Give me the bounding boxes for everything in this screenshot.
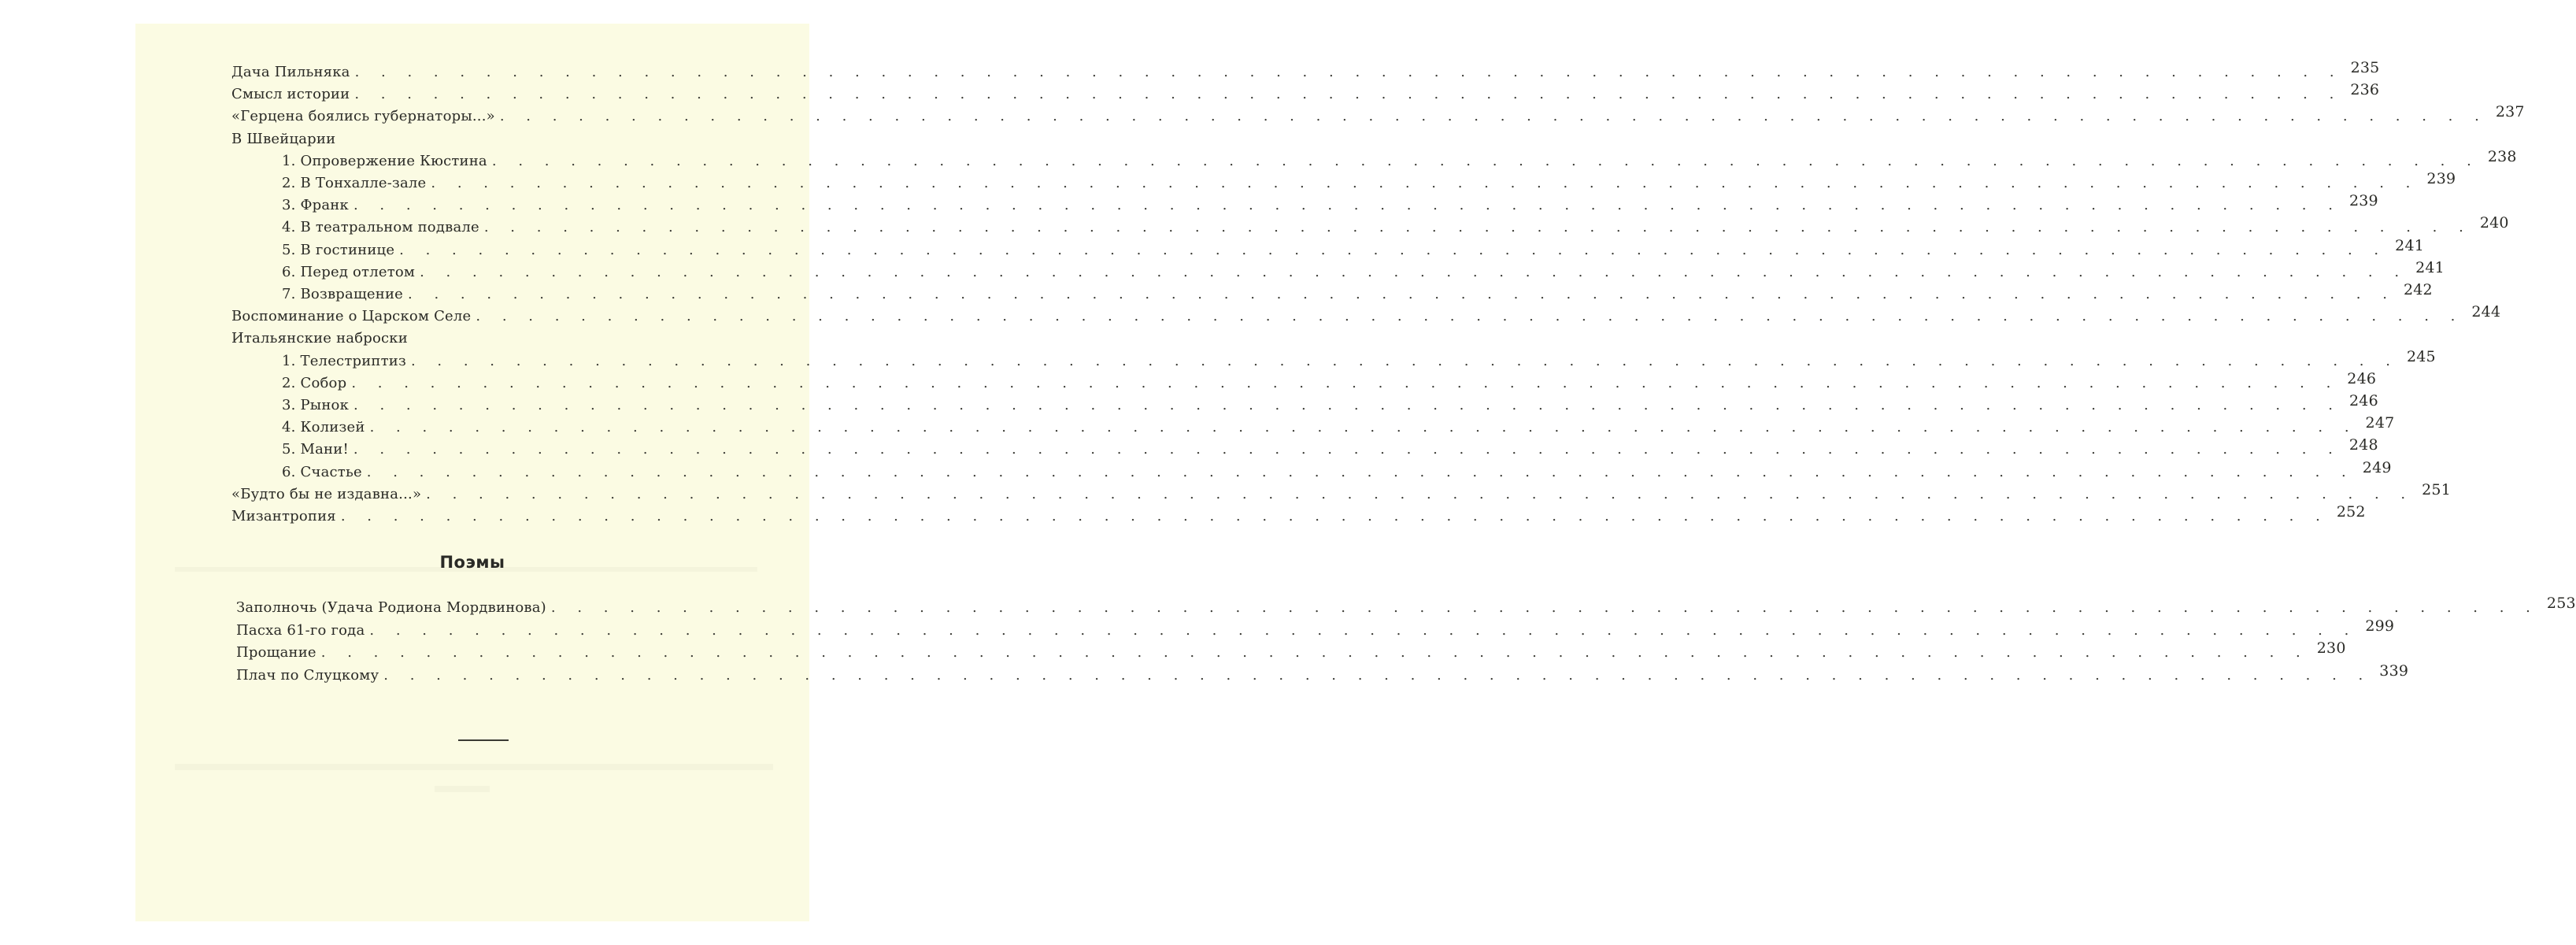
page-number: 240 [2479, 214, 2509, 232]
end-rule [458, 739, 509, 741]
toc-entry [282, 347, 2436, 372]
toc-entry [231, 59, 2380, 83]
toc-entry [231, 328, 718, 350]
dot-leader: . . . . . . . . . . . . . . . . . . . . . . . . . . . . . . . . . . . . . . . . . . . . . . . . . . . . . . . . . . . . . . . . . . . . . . . . . . . . [491, 152, 2480, 169]
toc-entry [282, 147, 2517, 172]
page-number: 339 [2379, 662, 2409, 680]
entry-title: 3. Рынок [282, 397, 350, 413]
entry-title: «Герцена боялись губернаторы...» [231, 108, 495, 125]
page-number: 251 [2422, 480, 2452, 498]
page-number: 299 [2365, 617, 2395, 635]
page-number: 235 [2350, 59, 2380, 76]
page-number: 253 [2546, 595, 2576, 612]
entry-title: 3. Франк [282, 197, 349, 214]
entry-title: Дача Пильняка [231, 64, 350, 80]
page-number: 252 [2336, 503, 2366, 521]
page-number: 230 [2316, 639, 2346, 657]
dot-leader: . . . . . . . . . . . . . . . . . . . . . . . . . . . . . . . . . . . . . . . . . . . . . . . . . . . . . . . . . . . . . . . . . . . . . . . . . . . . [340, 508, 2329, 524]
entry-title: 2. В Тонхалле-зале [282, 175, 427, 191]
entry-title: Воспоминание о Царском Селе [231, 308, 472, 325]
dot-leader: . . . . . . . . . . . . . . . . . . . . . . . . . . . . . . . . . . . . . . . . . . . . . . . . . . . . . . . . . . . . . . . . . . . . . . . . . . . . [353, 197, 2341, 214]
dot-leader: . . . . . . . . . . . . . . . . . . . . . . . . . . . . . . . . . . . . . . . . . . . . . . . . . . . . . . . . . . . . . . . . . . . . . . . . . . . . [499, 108, 2488, 125]
dot-leader: . . . . . . . . . . . . . . . . . . . . . . . . . . . . . . . . . . . . . . . . . . . . . . . . . . . . . . . . . . . . . . . . . . . . . . . . . . . . [320, 644, 2309, 661]
entry-title: В Швейцарии [231, 130, 336, 147]
table-of-contents [135, 24, 2576, 921]
entry-title: Прощание [236, 644, 316, 661]
page-number: 247 [2365, 414, 2395, 432]
entry-title: 6. Счастье [282, 463, 362, 480]
dot-leader: . . . . . . . . . . . . . . . . . . . . . . . . . . . . . . . . . . . . . . . . . . . . . . . . . . . . . . . . . . . . . . . . . . . . . . . . . . . . [369, 419, 2358, 436]
book-page [135, 24, 2576, 921]
toc-entry [231, 103, 2525, 128]
dot-leader: . . . . . . . . . . . . . . . . . . . . . . . . . . . . . . . . . . . . . . . . . . . . . . . . . . . . . . . . . . . . . . . . . . . . . . . . . . . . [426, 485, 2415, 502]
page-number: 242 [2403, 281, 2433, 298]
page-number: 241 [2395, 236, 2425, 254]
toc-entry [231, 303, 2501, 328]
entry-title: Заполночь (Удача Родиона Мордвинова) [236, 599, 546, 616]
poem-entry [236, 639, 2346, 664]
toc-entry [282, 170, 2456, 195]
dot-leader: . . . . . . . . . . . . . . . . . . . . . . . . . . . . . . . . . . . . . . . . . . . . . . . . . . . . . . . . . . . . . . . . . . . . . . . . . . . . [353, 397, 2342, 413]
entry-title: Пасха 61-го года [236, 621, 365, 639]
dot-leader: . . . . . . . . . . . . . . . . . . . . . . . . . . . . . . . . . . . . . . . . . . . . . . . . . . . . . . . . . . . . . . . . . . . . . . . . . . . . [550, 599, 2539, 616]
entry-title: 5. В гостинице [282, 241, 395, 258]
poem-entry [236, 662, 2409, 687]
entry-title: Смысл истории [231, 86, 350, 103]
page-number: 238 [2487, 147, 2517, 165]
toc-entry [282, 258, 2445, 284]
dot-leader: . . . . . . . . . . . . . . . . . . . . . . . . . . . . . . . . . . . . . . . . . . . . . . . . . . . . . . . . . . . . . . . . . . . . . . . . . . . . [366, 463, 2355, 480]
dot-leader: . . . . . . . . . . . . . . . . . . . . . . . . . . . . . . . . . . . . . . . . . . . . . . . . . . . . . . . . . . . . . . . . . . . . . . . . . . . . [399, 241, 2388, 258]
entry-title: 6. Перед отлетом [282, 263, 416, 280]
toc-entry [231, 81, 2380, 106]
entry-title: 7. Возвращение [282, 286, 403, 302]
entry-title: Мизантропия [231, 508, 336, 524]
toc-entry [231, 503, 2366, 528]
page-number: 239 [2348, 192, 2378, 210]
page-number: 237 [2495, 103, 2525, 121]
entry-title: «Будто бы не издавна...» [231, 485, 422, 502]
dot-leader: . . . . . . . . . . . . . . . . . . . . . . . . . . . . . . . . . . . . . . . . . . . . . . . . . . . . . . . . . . . . . . . . . . . . . . . . . . . . [431, 175, 2419, 191]
dot-leader: . . . . . . . . . . . . . . . . . . . . . . . . . . . . . . . . . . . . . . . . . . . . . . . . . . . . . . . . . . . . . . . . . . . . . . . . . . . . [353, 441, 2341, 458]
page-number: 244 [2471, 303, 2501, 321]
page-number: 236 [2350, 81, 2380, 99]
dot-leader: . . . . . . . . . . . . . . . . . . . . . . . . . . . . . . . . . . . . . . . . . . . . . . . . . . . . . . . . . . . . . . . . . . . . . . . . . . . . [383, 666, 2372, 684]
dot-leader: . . . . . . . . . . . . . . . . . . . . . . . . . . . . . . . . . . . . . . . . . . . . . . . . . . . . . . . . . . . . . . . . . . . . . . . . . . . . [410, 352, 2399, 369]
toc-entry [282, 369, 2377, 395]
entry-title: 2. Собор [282, 374, 347, 391]
dot-leader: . . . . . . . . . . . . . . . . . . . . . . . . . . . . . . . . . . . . . . . . . . . . . . . . . . . . . . . . . . . . . . . . . . . . . . . . . . . . [351, 374, 2340, 391]
dot-leader: . . . . . . . . . . . . . . . . . . . . . . . . . . . . . . . . . . . . . . . . . . . . . . . . . . . . . . . . . . . . . . . . . . . . . . . . . . . . [420, 263, 2408, 280]
page-number: 239 [2426, 170, 2456, 187]
dot-leader: . . . . . . . . . . . . . . . . . . . . . . . . . . . . . . . . . . . . . . . . . . . . . . . . . . . . . . . . . . . . . . . . . . . . . . . . . . . . [476, 308, 2464, 325]
dot-leader: . . . . . . . . . . . . . . . . . . . . . . . . . . . . . . . . . . . . . . . . . . . . . . . . . . . . . . . . . . . . . . . . . . . . . . . . . . . . [483, 219, 2472, 236]
toc-entry [282, 436, 2378, 461]
toc-entry [282, 236, 2425, 261]
entry-title: 4. Колизей [282, 419, 365, 436]
entry-title: 4. В театральном подвале [282, 219, 479, 236]
entry-title: 1. Телестриптиз [282, 352, 406, 369]
toc-entry [282, 281, 2433, 306]
page-number: 249 [2362, 458, 2392, 476]
dot-leader: . . . . . . . . . . . . . . . . . . . . . . . . . . . . . . . . . . . . . . . . . . . . . . . . . . . . . . . . . . . . . . . . . . . . . . . . . . . . [354, 64, 2343, 80]
page-number: 248 [2348, 436, 2378, 454]
toc-entry [282, 414, 2395, 439]
page-number: 245 [2406, 347, 2436, 365]
page-number: 246 [2347, 369, 2377, 387]
poem-entry [236, 595, 2576, 619]
dot-leader: . . . . . . . . . . . . . . . . . . . . . . . . . . . . . . . . . . . . . . . . . . . . . . . . . . . . . . . . . . . . . . . . . . . . . . . . . . . . [354, 86, 2343, 103]
dot-leader: . . . . . . . . . . . . . . . . . . . . . . . . . . . . . . . . . . . . . . . . . . . . . . . . . . . . . . . . . . . . . . . . . . . . . . . . . . . . [408, 286, 2396, 302]
dot-leader: . . . . . . . . . . . . . . . . . . . . . . . . . . . . . . . . . . . . . . . . . . . . . . . . . . . . . . . . . . . . . . . . . . . . . . . . . . . . [369, 621, 2358, 639]
toc-entry [231, 480, 2452, 506]
toc-entry [282, 458, 2392, 484]
page-number: 241 [2415, 258, 2445, 276]
toc-entry [282, 214, 2509, 239]
entry-title: 5. Мани! [282, 441, 349, 458]
toc-entry [231, 128, 718, 150]
poem-entry [236, 617, 2395, 642]
entry-title: 1. Опровержение Кюстина [282, 152, 487, 169]
entry-title: Итальянские наброски [231, 330, 408, 347]
toc-entry [282, 192, 2378, 217]
page-number: 246 [2349, 392, 2378, 410]
section-heading: Поэмы [439, 553, 505, 572]
toc-entry [282, 392, 2378, 417]
entry-title: Плач по Слуцкому [236, 666, 379, 684]
